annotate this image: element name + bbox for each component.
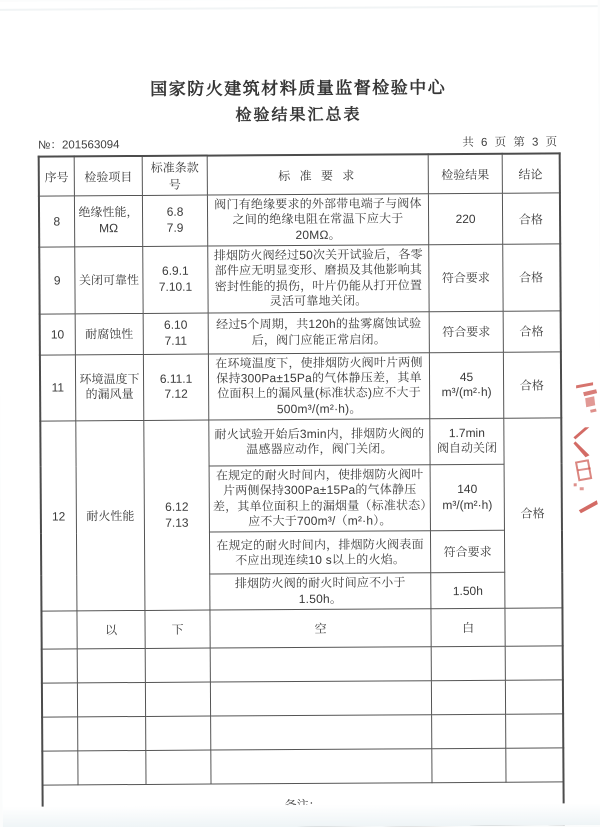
report-number [38,136,120,152]
empty-cell [41,649,77,683]
cell-result: 符合要求 [430,531,504,573]
table-row-12a [40,418,561,467]
table-row-empty [41,680,562,717]
table-row-empty [42,714,563,751]
cell-seq: 9 [39,247,75,314]
empty-cell [505,646,562,680]
cell-verdict: 合格 [503,244,560,311]
cell-requirement: 在环境温度下，使排烟防火阀叶片两侧保持300Pa±15Pa的气体静压差，其单位面积上的漏风量(标准状态)应不大于500m³/(m²·h)。 [208,352,429,420]
cell-seq: 10 [39,313,75,354]
empty-cell [431,680,505,714]
empty-cell [42,717,78,751]
col-header-requirement: 标 准 要 求 [207,154,428,195]
empty-cell [145,648,210,682]
cell-clause: 6.12 7.13 [144,420,210,611]
empty-cell [431,646,505,680]
col-header-item: 检验项目 [74,156,142,196]
cell-requirement: 阀门有绝缘要求的外部带电端子与阀体之间的绝缘电阻在常温下应大于20MΩ。 [207,194,428,246]
empty-cell [210,647,431,682]
cell-verdict: 合格 [503,351,560,418]
empty-cell [77,649,145,683]
document-title: 国家防火建筑材料质量监督检验中心 [150,78,447,99]
page-counter: 共 6 页 第 3 页 [462,136,560,150]
empty-cell [146,716,211,750]
cell-clause: 6.11.1 7.12 [143,354,208,421]
empty-cell [506,748,563,782]
col-header-clause: 标准条款号 [142,156,207,196]
cell-result: 140 m³/(m²·h) [430,464,504,531]
cell-item: 绝缘性能， MΩ [74,195,142,246]
empty-cell [505,680,562,714]
empty-cell [146,750,211,784]
cell-result: 白 [431,608,505,646]
scan-edge-artifact [3,803,600,827]
empty-cell [210,681,431,716]
cell-seq [41,611,77,649]
cell-verdict: 合格 [504,418,562,609]
red-seal-fragment [577,498,599,514]
table-row-8 [38,193,559,247]
cell-result: 1.50h [431,573,505,609]
cell-verdict [505,608,562,646]
empty-cell [41,683,77,717]
cell-item: 以 [77,611,145,649]
cell-result: 符合要求 [429,244,503,311]
red-seal-fragment [574,381,598,417]
cell-clause: 6.9.1 7.10.1 [143,246,208,313]
cell-item: 耐腐蚀性 [75,313,143,354]
cell-verdict: 合格 [503,310,560,351]
cell-verdict: 合格 [502,193,559,244]
empty-cell [506,714,563,748]
empty-cell [78,717,146,751]
cell-result: 符合要求 [429,311,503,352]
report-number-value: 201563094 [61,139,120,152]
cell-clause: 下 [145,610,210,648]
cell-requirement: 耐火试验开始后3min内，排烟防火阀的温感器应动作，阀门关闭。 [209,419,430,466]
cell-item: 环境温度下 的漏风量 [75,354,143,421]
table-row-empty [41,646,562,683]
meta-row [38,130,559,152]
col-header-seq: 序号 [38,156,74,196]
cell-clause: 6.8 7.9 [142,195,207,246]
table-row-9 [39,244,560,314]
cell-requirement: 在规定的耐火时间内，使排烟防火阀叶片两侧保持300Pa±15Pa的气体静压差，其单位面积上的漏烟量（标准状态）应不大于700m³/（m²·h）。 [209,465,430,533]
empty-cell [432,748,506,782]
table-row-blank-notice [41,608,562,649]
document-subtitle: 检验结果汇总表 [235,106,362,125]
col-header-result: 检验结果 [428,154,502,194]
empty-cell [211,749,432,784]
cell-requirement: 空 [210,609,431,648]
table-row-11 [39,351,560,421]
cell-requirement: 排烟防火阀的耐火时间应不小于1.50h。 [210,573,431,610]
cell-clause: 6.10 7.11 [143,313,208,354]
cell-seq: 12 [40,421,77,611]
cell-item: 关闭可靠性 [75,247,143,314]
empty-cell [42,751,78,785]
red-seal-fragment [571,427,593,459]
table-row-empty [42,748,563,785]
cell-requirement: 经过5个周期，共120h的盐雾腐蚀试验后，阀门应能正常启闭。 [208,311,429,353]
cell-seq: 11 [39,354,75,421]
results-table [37,152,564,827]
cell-requirement: 排烟防火阀经过50次关开试验后，各零部件应无明显变形、磨损及其他影响其密封性能的损伤，叶片仍能从打开位置灵活可靠地关闭。 [208,245,429,313]
table-row-10 [39,310,560,354]
cell-result: 1.7min 阀自动关闭 [430,418,504,464]
cell-seq: 8 [38,196,74,247]
empty-cell [145,682,210,716]
col-header-verdict: 结论 [502,153,559,193]
empty-cell [211,715,432,750]
empty-cell [432,714,506,748]
cell-item: 耐火性能 [76,420,145,611]
report-number-label: №： [38,139,62,152]
cell-result: 45 m³/(m²·h) [429,352,503,419]
header-row [38,153,559,196]
cell-result: 220 [428,193,502,245]
red-seal-fragment [570,459,596,493]
cell-requirement: 在规定的耐火时间内，排烟防火阀表面不应出现连续10 s以上的火焰。 [209,531,430,574]
empty-cell [77,683,145,717]
empty-cell [78,751,146,785]
